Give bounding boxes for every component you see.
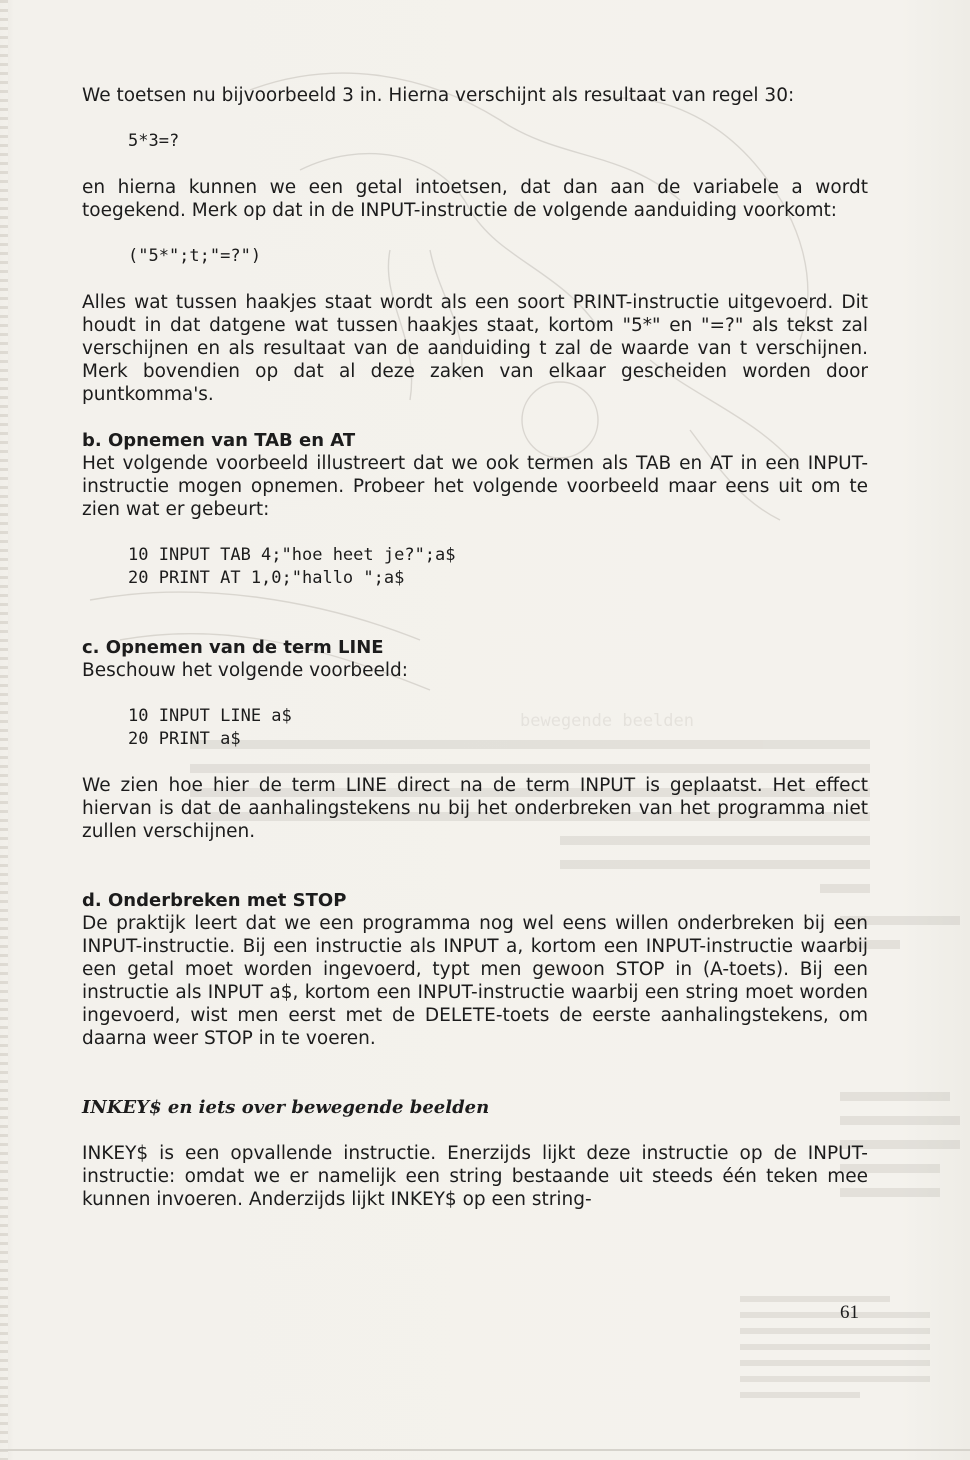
code-line: 10 INPUT TAB 4;"hoe heet je?";a$ [128,545,456,565]
code-input-expression: ("5*";t;"=?") [128,246,262,266]
section-title-inkey: INKEY$ en iets over bewegende beelden [82,1097,490,1118]
paragraph-variable: en hierna kunnen we een getal intoetsen, dat dan aan de variabele a wordt toegekend. Merk op dat in de INPUT-instructie de volgende aanduiding voorkomt: [82,177,868,221]
paragraph-print-explanation: Alles wat tussen haakjes staat wordt als een soort PRINT-instructie uitgevoerd. Dit houdt in dat datgene wat tussen haakjes staat, kortom "5*" en "=?" als tekst zal verschijnen en als resultaat van de aanduiding t zal de waarde van t verschijnen. Merk bovendien op dat al deze zaken van elkaar gescheiden worden door puntkomma's. [82,292,868,405]
code-line: 20 PRINT AT 1,0;"hallo ";a$ [128,568,405,588]
paragraph-line-intro: Beschouw het volgende voorbeeld: [82,660,408,681]
page-number: 61 [840,1302,859,1323]
page-bottom-edge [0,1449,970,1451]
code-line: 10 INPUT LINE a$ [128,706,292,726]
heading-stop: d. Onderbreken met STOP [82,890,347,911]
code-sample-output: 5*3=? [128,131,180,151]
paragraph-inkey: INKEY$ is een opvallende instructie. Enerzijds lijkt deze instructie op de INPUT-instructie: omdat we er namelijk een string bestaande uit steeds één teken mee kunnen invoeren. Anderzijds lijkt INKEY$ op een string- [82,1143,868,1210]
page-body [82,84,868,1211]
heading-tab-at: b. Opnemen van TAB en AT [82,430,356,451]
paragraph-line-effect: We zien hoe hier de term LINE direct na de term INPUT is geplaatst. Het effect hiervan is dat de aanhalingstekens nu bij het onderbreken van het programma niet zullen verschijnen. [82,775,868,842]
paragraph-stop: De praktijk leert dat we een programma nog wel eens willen onderbreken bij een INPUT-instructie. Bij een instructie als INPUT a, kortom een INPUT-instructie waarbij een getal moet worden ingevoerd, typt men gewoon STOP in (A-toets). Bij een instructie als INPUT a$, kortom een INPUT-instructie waarbij een string moet worden ingevoerd, wist men eerst met de DELETE-toets de eerste aanhalingstekens, om daarna weer STOP in te voeren. [82,913,868,1049]
paragraph-tab-at: Het volgende voorbeeld illustreert dat we ook termen als TAB en AT in een INPUT-instructie mogen opnemen. Probeer het volgende voorbeeld maar eens uit om te zien wat er gebeurt: [82,453,868,520]
paragraph-intro: We toetsen nu bijvoorbeeld 3 in. Hierna verschijnt als resultaat van regel 30: [82,85,795,106]
heading-line: c. Opnemen van de term LINE [82,637,384,658]
svg-text:bewegende beelden: bewegende beelden [520,711,694,731]
code-line: 20 PRINT a$ [128,729,241,749]
